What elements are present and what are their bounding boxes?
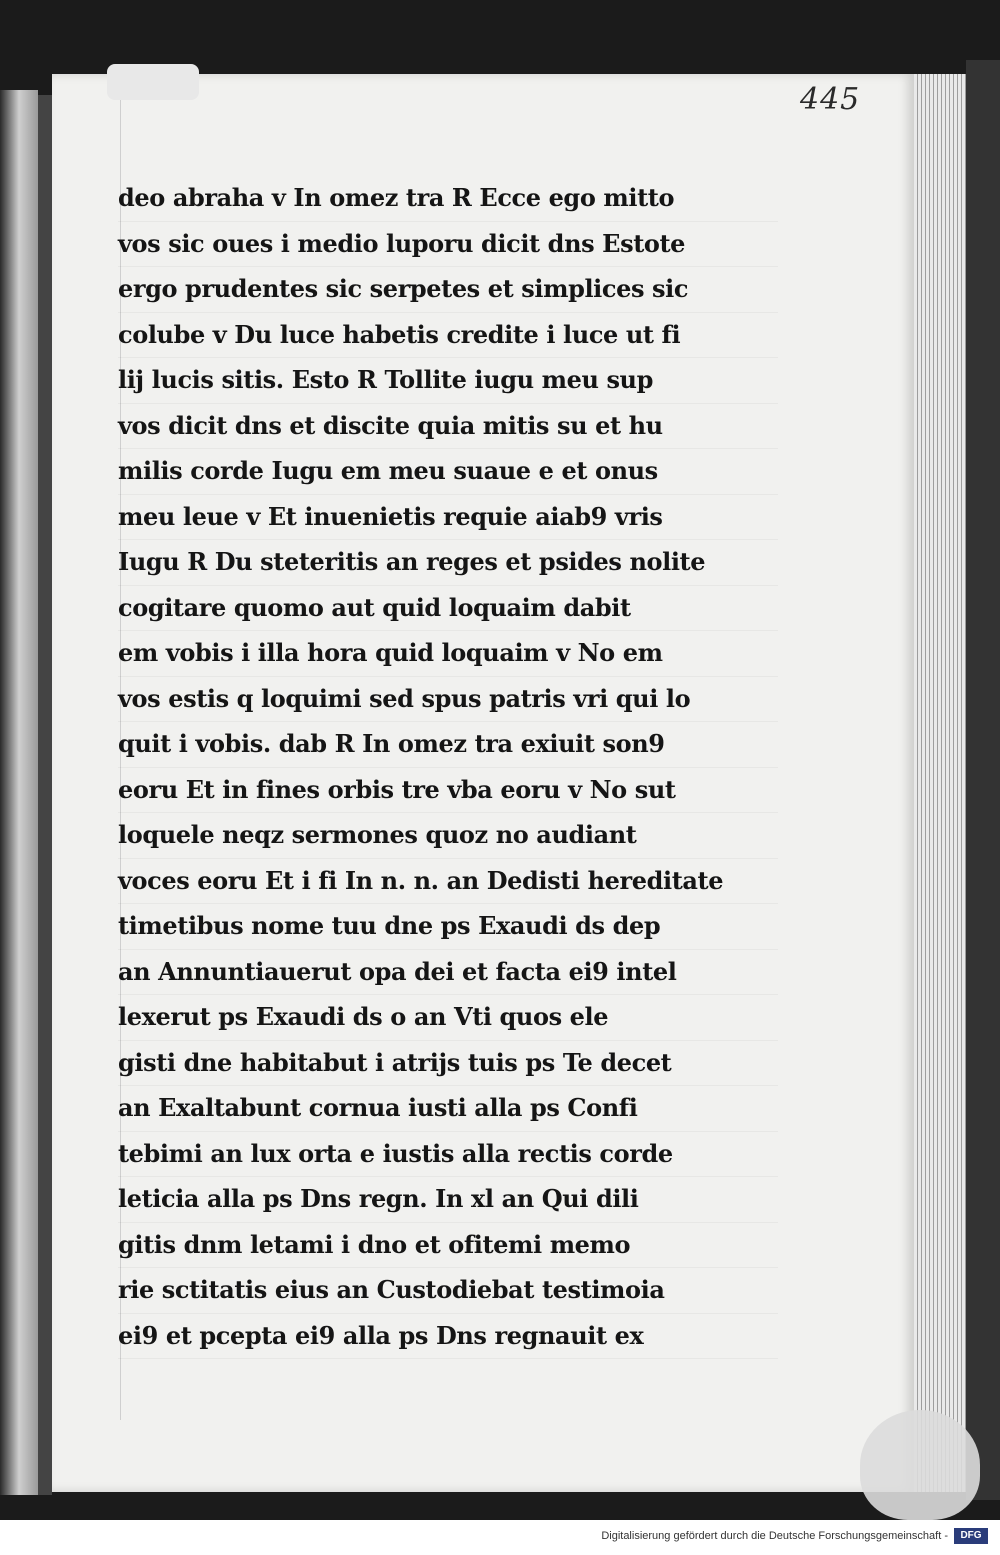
text-line: an Annuntiauerut opa dei et facta ei9 intel xyxy=(118,950,778,996)
text-line: quit i vobis. dab R In omez tra exiuit son9 xyxy=(118,722,778,768)
text-line: gitis dnm letami i dno et ofitemi memo xyxy=(118,1223,778,1269)
text-line: vos sic oues i medio luporu dicit dns Estote xyxy=(118,222,778,268)
text-line: meu leue v Et inuenietis requie aiab9 vris xyxy=(118,495,778,541)
text-line: loquele neqz sermones quoz no audiant xyxy=(118,813,778,859)
footer-bar xyxy=(0,1520,1000,1555)
text-line: ergo prudentes sic serpetes et simplices sic xyxy=(118,267,778,313)
text-line: rie sctitatis eius an Custodiebat testimoia xyxy=(118,1268,778,1314)
dfg-logo[interactable]: DFG xyxy=(954,1528,988,1544)
text-line: lij lucis sitis. Esto R Tollite iugu meu sup xyxy=(118,358,778,404)
text-line: eoru Et in fines orbis tre vba eoru v No sut xyxy=(118,768,778,814)
folio-number: 445 xyxy=(800,82,861,117)
book-cover-edge xyxy=(966,60,1000,1500)
text-line: lexerut ps Exaudi ds o an Vti quos ele xyxy=(118,995,778,1041)
footer-credit: Digitalisierung gefördert durch die Deutsche Forschungsgemeinschaft - xyxy=(601,1530,948,1542)
text-line: deo abraha v In omez tra R Ecce ego mitto xyxy=(118,176,778,222)
text-line: tebimi an lux orta e iustis alla rectis corde xyxy=(118,1132,778,1178)
text-line: voces eoru Et i fi In n. n. an Dedisti hereditate xyxy=(118,859,778,905)
text-line: em vobis i illa hora quid loquaim v No em xyxy=(118,631,778,677)
text-line: vos estis q loquimi sed spus patris vri qui lo xyxy=(118,677,778,723)
holding-thumb xyxy=(860,1410,980,1520)
text-line: timetibus nome tuu dne ps Exaudi ds dep xyxy=(118,904,778,950)
text-line: leticia alla ps Dns regn. In xl an Qui dili xyxy=(118,1177,778,1223)
book-gutter xyxy=(38,95,52,1495)
left-page-edge xyxy=(0,90,38,1495)
manuscript-text-block xyxy=(118,176,778,1359)
paper-tab xyxy=(107,64,199,100)
page-fore-edge xyxy=(914,74,966,1492)
text-line: gisti dne habitabut i atrijs tuis ps Te decet xyxy=(118,1041,778,1087)
text-line: an Exaltabunt cornua iusti alla ps Confi xyxy=(118,1086,778,1132)
text-line: ei9 et pcepta ei9 alla ps Dns regnauit ex xyxy=(118,1314,778,1360)
text-line: milis corde Iugu em meu suaue e et onus xyxy=(118,449,778,495)
text-line: colube v Du luce habetis credite i luce ut fi xyxy=(118,313,778,359)
text-line: vos dicit dns et discite quia mitis su et hu xyxy=(118,404,778,450)
text-line: cogitare quomo aut quid loquaim dabit xyxy=(118,586,778,632)
text-line: Iugu R Du steteritis an reges et psides nolite xyxy=(118,540,778,586)
